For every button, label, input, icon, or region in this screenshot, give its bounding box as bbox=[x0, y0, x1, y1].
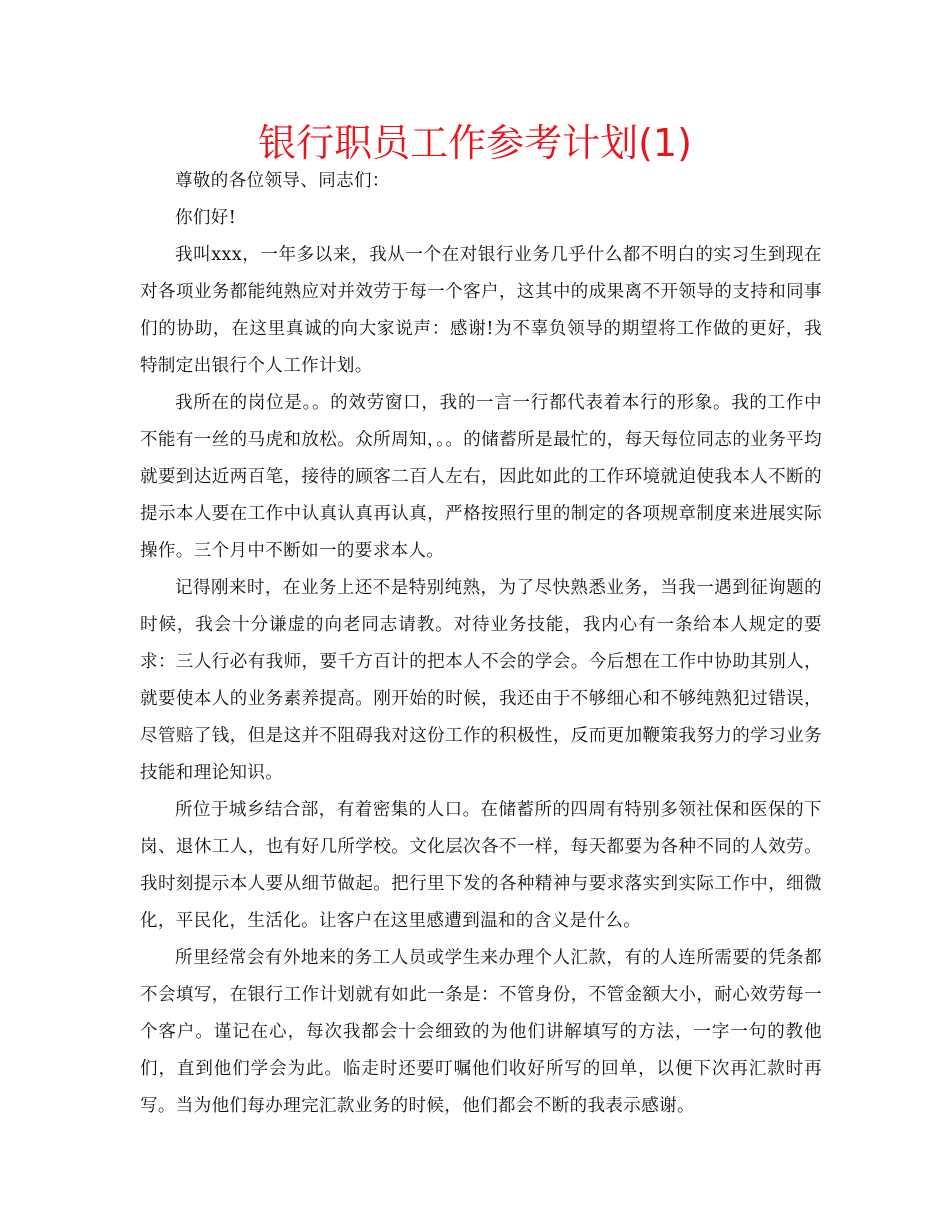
paragraph-introduction: 我叫xxx，一年多以来，我从一个在对银行业务几乎什么都不明白的实习生到现在对各项业务都能纯熟应对并效劳于每一个客户，这其中的成果离不开领导的支持和同事们的协助，在这里真诚的向大家说声：感谢!为不辜负领导的期望将工作做的更好，我特制定出银行个人工作计划。 bbox=[140, 245, 822, 376]
paragraph-learning: 记得刚来时，在业务上还不是特别纯熟，为了尽快熟悉业务，当我一遇到征询题的时候，我会十分谦虚的向老同志请教。对待业务技能，我内心有一条给本人规定的要求：三人行必有我师，要千方百计的把本人不会的学会。今后想在工作中协助其别人，就要使本人的业务素养提高。刚开始的时候，我还由于不够细心和不够纯熟犯过错误，尽管赔了钱，但是这并不阻碍我对这份工作的积极性，反而更加鞭策我努力的学习业务技能和理论知识。 bbox=[140, 578, 822, 783]
document-body bbox=[140, 163, 822, 1125]
paragraph-remittance: 所里经常会有外地来的务工人员或学生来办理个人汇款，有的人连所需要的凭条都不会填写，在银行工作计划就有如此一条是：不管身份，不管金额大小，耐心效劳每一个客户。谨记在心，每次我都会十会细致的为他们讲解填写的方法，一字一句的教他们，直到他们学会为此。临走时还要叮嘱他们收好所写的回单，以便下次再汇款时再写。当为他们每办理完汇款业务的时候，他们都会不断的我表示感谢。 bbox=[140, 948, 822, 1116]
paragraph-salutation: 尊敬的各位领导、同志们： bbox=[175, 171, 390, 191]
document-title: 银行职员工作参考计划(1) bbox=[258, 121, 692, 165]
paragraph-position: 我所在的岗位是。。的效劳窗口，我的一言一行都代表着本行的形象。我的工作中不能有一丝的马虎和放松。众所周知，。。的储蓄所是最忙的，每天每位同志的业务平均就要到达近两百笔，接待的顾客二百人左右，因此如此的工作环境就迫使我本人不断的提示本人要在工作中认真认真再认真，严格按照行里的制定的各项规章制度来进展实际操作。三个月中不断如一的要求本人。 bbox=[140, 393, 822, 561]
paragraph-greeting: 你们好! bbox=[175, 208, 237, 228]
paragraph-location: 所位于城乡结合部，有着密集的人口。在储蓄所的四周有特别多领社保和医保的下岗、退休工人，也有好几所学校。文化层次各不一样，每天都要为各种不同的人效劳。我时刻提示本人要从细节做起。把行里下发的各种精神与要求落实到实际工作中，细微化，平民化，生活化。让客户在这里感遭到温和的含义是什么。 bbox=[140, 800, 822, 931]
